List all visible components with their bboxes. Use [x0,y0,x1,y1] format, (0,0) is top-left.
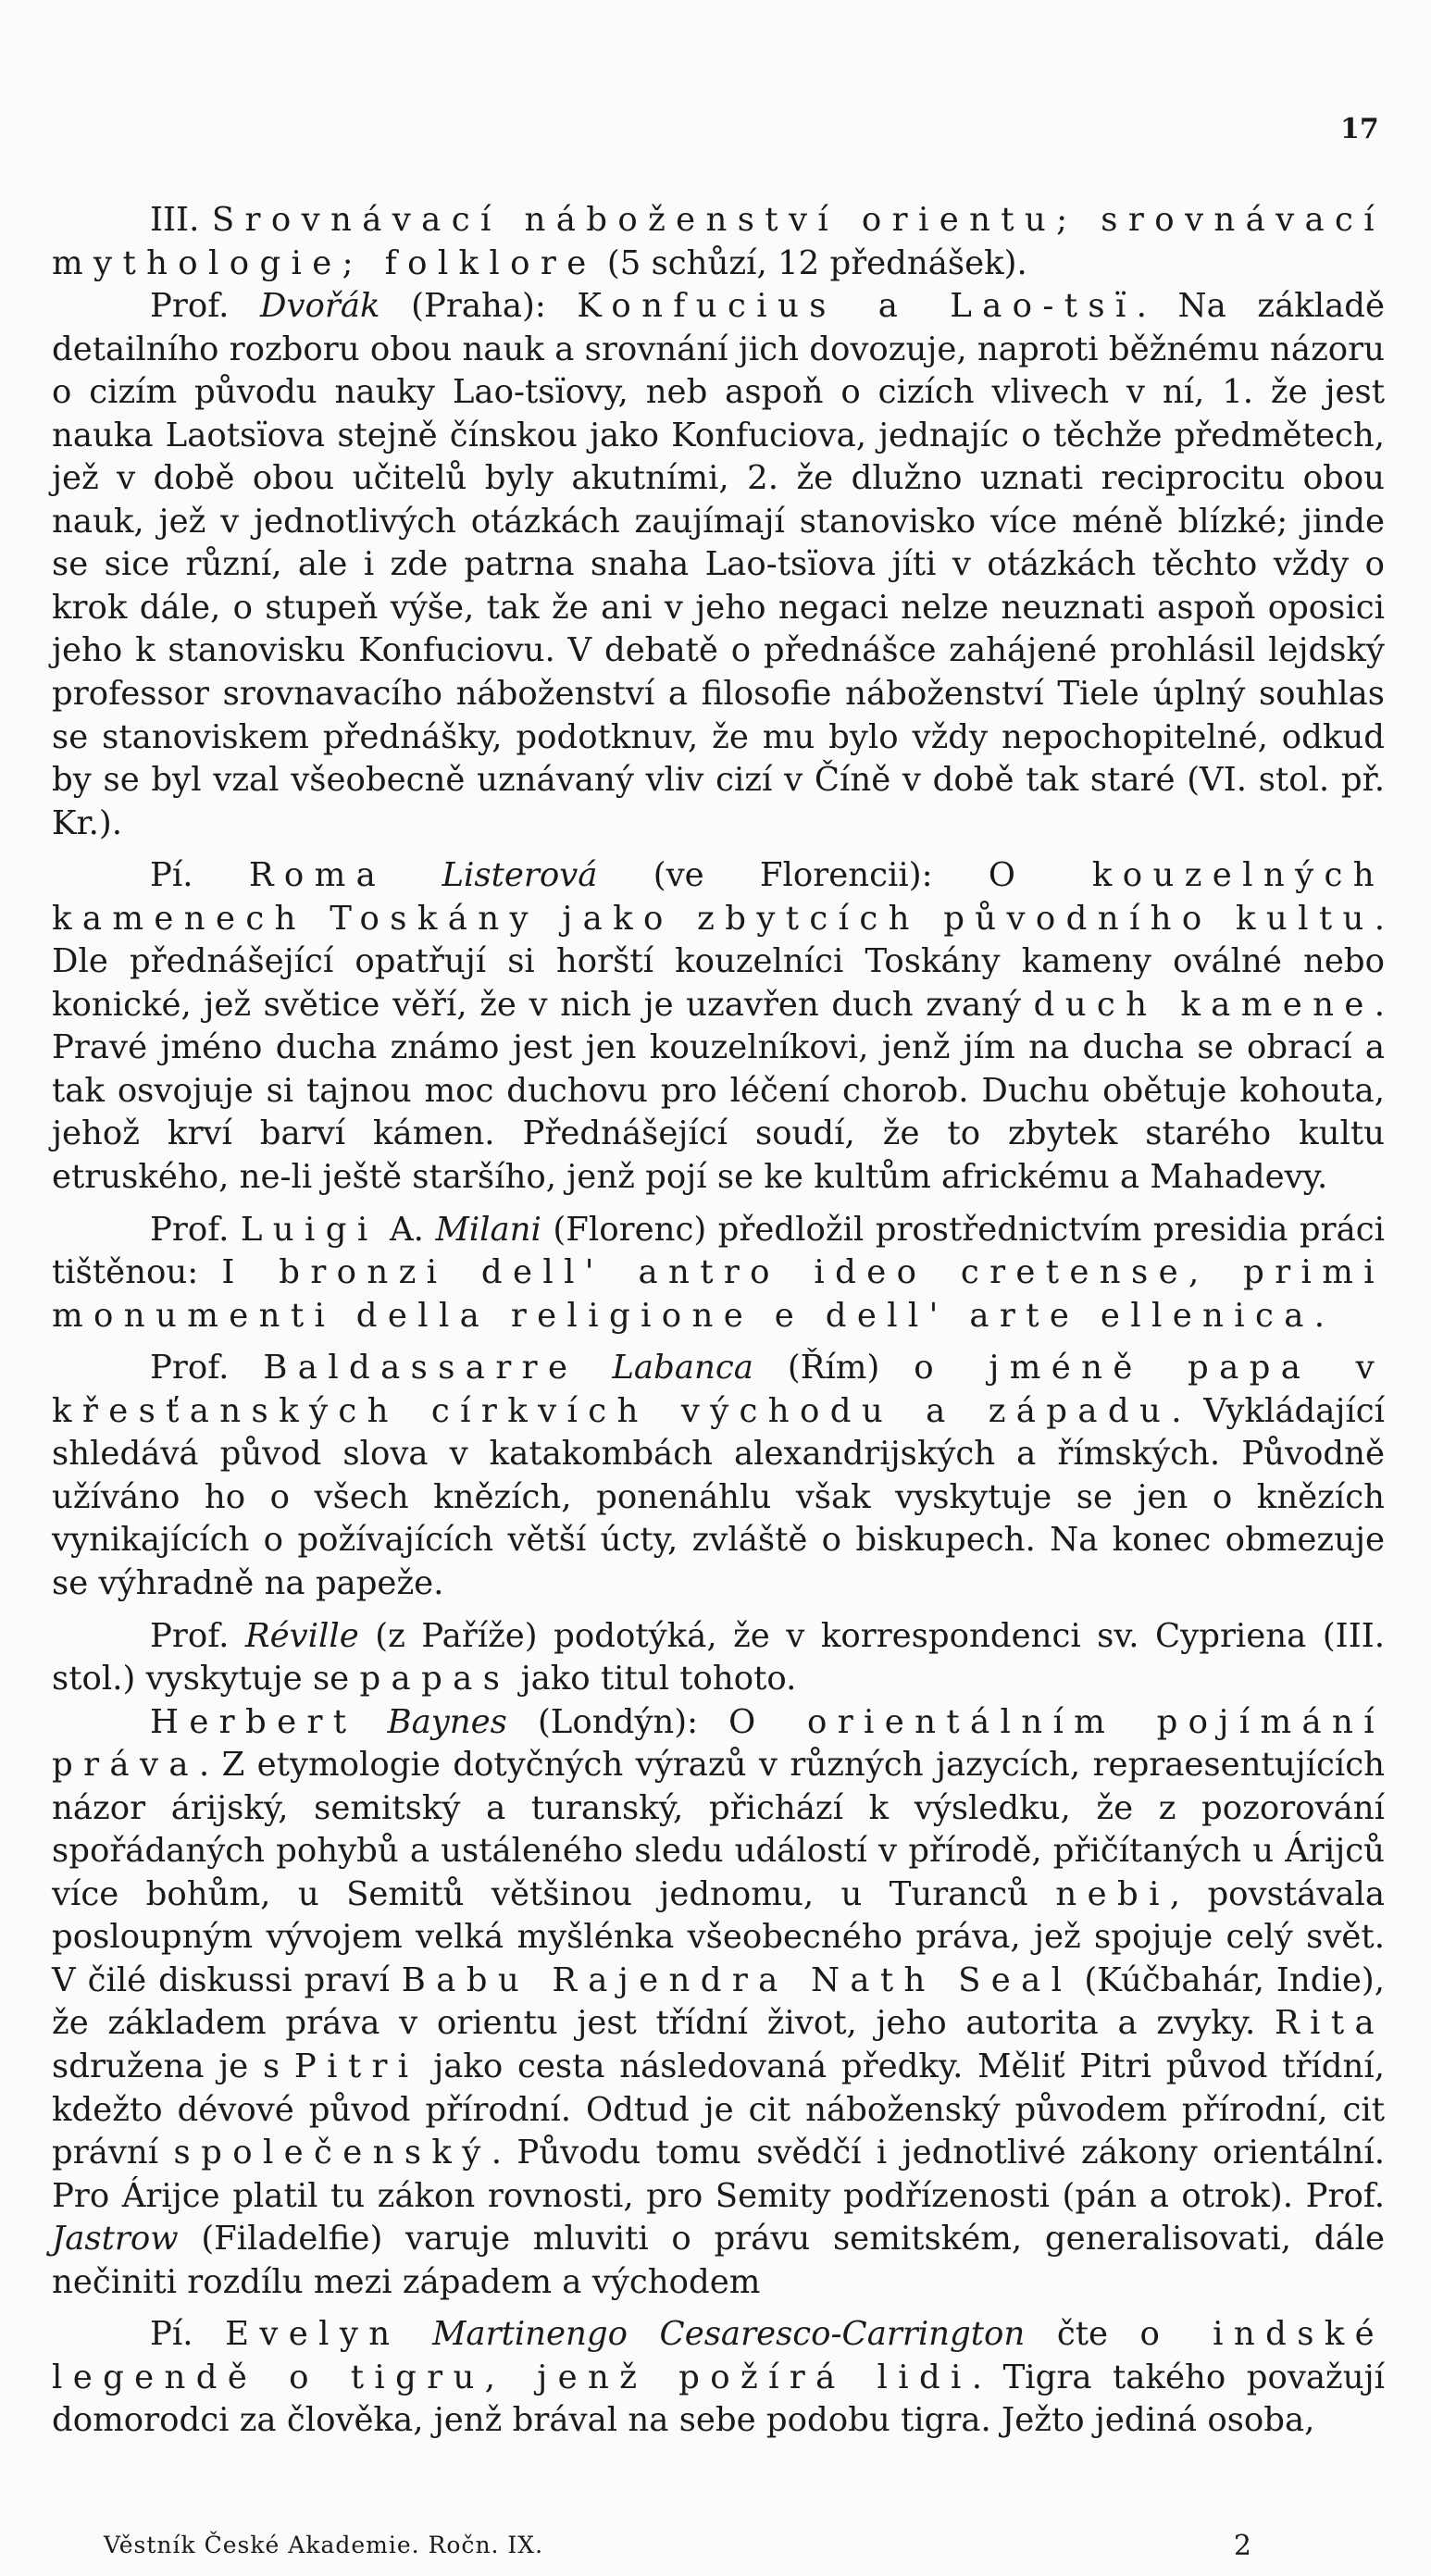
author-initial: A. [378,1210,436,1249]
entry-text: . Původu tomu svědčí i jednotlivé zákony orientální. Pro Árijce platil tu zákon rovnosti, pro Semity podřízenosti (pán a otrok). Prof. [52,2134,1385,2215]
lecture-title: o indské legendě o tigru, jenž požírá lidi [52,2315,1386,2396]
spaced-name: Babu Rajendra Nath Seal [401,1960,1073,1999]
entry-listerova [52,854,1385,1199]
author-first-name: Roma [248,856,387,895]
lecture-title: O orientálním pojímání práva [52,1702,1385,1785]
page-number: 17 [1340,113,1379,145]
author-first-name: Evelyn [225,2315,401,2354]
author-name: Milani [435,1210,541,1249]
entry-text: , povstávala posloupným vývojem velká myšlénka všeobecného práva, jež spojuje celý svět. V čilé diskussi praví [52,1874,1386,1999]
entry-martinengo [52,2313,1385,2443]
author-name: Jastrow [52,2220,179,2259]
entry-text: . Z etymologie dotyčných výrazů v různých jazycích, repraesentujících názor árijský, semitský a turanský, přichází k výsledku, že z pozorování spořádaných pohybů a ustáleného sledu událostí v přírodě, přičítaných u Árijců více bohům, u Semitů většinou jednomu, u Turanců [52,1746,1385,1913]
lecture-title: O kouzelných kamenech Toskány jako zbytcích původního kultu [52,856,1385,938]
entry-text: (Filadelfie) varuje mluviti o právu semitském, generalisovati, dále nečiniti rozdílu mezi západem a východem [52,2220,1385,2301]
author-name: Réville [244,1616,359,1655]
lecture-title: Konfucius a Lao-tsï [577,287,1137,326]
section-title: Srovnávací náboženství orientu; srovnávací mythologie; folklore [52,201,1386,282]
entry-labanca [52,1347,1385,1605]
entry-dvorak [52,285,1385,845]
spaced-term: duch kamene [1033,985,1375,1024]
spaced-term: Pitri [293,2047,419,2085]
entry-prefix: Pí. [150,2315,226,2354]
spaced-term: papas [359,1660,511,1699]
entry-text: . Na základě detailního rozboru obou nauk a srovnání jich dovozuje, naproti běžnému názoru o cizím původu nauky Lao-tsïovy, neb aspoň o cizích vlivech v ní, 1. že jest nauka Laotsïova stejně čínskou jako Konfuciova, jednajíc o těchže předmětech, jež v době obou učitelů byly akutními, 2. že dlužno uznati reciprocitu obou nauk, jež v jednotlivých otázkách zaujímají stanovisko více méně blízké; jinde se sice různí, ale i zde patrna snaha Lao-tsïova jíti v otázkách těchto vždy o krok dále, o stupeň výše, tak že ani v jeho negaci nelze neuznati aspoň oposici jeho k stanovisku Konfuciovu. V debatě o přednášce zahájené prohlásil lejdský professor srovnavacího náboženství a filosofie náboženství Tiele úplný souhlas se stanoviskem přednášky, podotknuv, že mu bylo vždy nepochopitelné, odkud by se byl vzal všeobecně uznávaný vliv cizí v Číně v době tak staré (VI. stol. př. Kr.). [52,287,1385,842]
entry-text: čte [1025,2315,1140,2354]
entry-text: . Pravé jméno ducha známo jest jen kouzelníkovi, jenž jím na ducha se obrací a tak osvojuje si tajnou moc duchovu pro léčení chorob. Duchu obětuje kohouta, jehož krví barví kámen. Přednášející soudí, že to zbytek starého kultu etruského, ne-li ještě staršího, jenž pojí se ke kultům africkému a Mahadevy. [52,985,1385,1197]
entry-text: . [1313,1296,1325,1335]
lecture-title: o jméně papa v křesťanských církvích východu a západu [52,1349,1386,1430]
entry-prefix: Prof. [150,1349,264,1388]
entry-text: . Vykládající shledává původ slova v katakombách alexandrijských a římských. Původně užíváno ho o všech knězích, ponenáhlu však vyskytuje se jen o knězích vynikajících o požívajících větší úcty, zvláště o biskupech. Na konec obmezuje se výhradně na papeže. [52,1391,1385,1602]
entry-prefix: Prof. [150,1210,241,1249]
spaced-term: společenský [173,2134,492,2172]
journal-title: Věstník České Akademie. Ročn. IX. [104,2532,544,2558]
entry-text: . Dle přednášející opatřují si horští kouzelníci Toskány kameny oválné nebo konické, jež světice věří, že v nich je uzavřen duch zvaný [52,899,1385,1024]
author-place: (Praha): [380,287,578,326]
author-place: (ve Florencii): [597,856,989,895]
page-body [52,199,1385,2443]
spaced-term: nebi [1055,1874,1170,1913]
section-meta: (5 schůzí, 12 přednášek). [596,243,1027,282]
author-place: (Londýn): [506,1702,729,1741]
author-first-name: Baldassarre [263,1349,579,1388]
entry-text: jako titul tohoto. [510,1660,797,1699]
author-first-name: Luigi [240,1210,379,1249]
spaced-term: Rita [1275,2004,1385,2043]
author-first-name: Herbert [150,1702,357,1741]
entry-text: sdružena je s [52,2047,294,2085]
entry-milani [52,1209,1385,1338]
entry-prefix: Pí. [150,856,249,895]
entry-baynes [52,1701,1385,2305]
section-heading [52,199,1385,285]
author-name: Labanca [612,1349,753,1388]
lecture-title: I bronzi dell' antro ideo cretense, primi monumenti della religione e dell' arte ellenica [52,1253,1385,1335]
section-number: III. [150,201,212,239]
entry-text: jako cesta následovaná předky. Měliť Pitri původ třídní, kdežto dévové původ přírodní. Odtud je cit náboženský původem přírodní, cit právní [52,2047,1385,2172]
author-place: (Florenc) [541,1210,718,1249]
entry-text: (Kúčbahár, Indie), že základem práva v orientu jest třídní život, jeho autorita a zvyky. [52,1960,1386,2043]
sheet-signature: 2 [1233,2530,1251,2562]
entry-text: podotýká, že v korrespondenci sv. Cypriena (III. stol.) vyskytuje se [52,1616,1386,1699]
entry-text: předložil prostřednictvím presidia práci tištěnou: [52,1210,1386,1292]
author-name: Martinengo Cesaresco-Carrington [432,2315,1026,2354]
entry-reville [52,1615,1385,1701]
entry-text: . Tigra takého považují domorodci za člověka, jenž brával na sebe podobu tigra. Ježto jediná osoba, [52,2358,1385,2440]
author-place: (z Paříže) [358,1616,554,1655]
author-name: Listerová [442,856,598,895]
entry-prefix: Prof. [150,1616,245,1655]
author-name: Dvořák [259,287,380,326]
page-footer [104,2532,1251,2563]
entry-prefix: Prof. [150,287,260,326]
author-name: Baynes [387,1702,507,1741]
author-place: (Řím) [753,1349,915,1388]
